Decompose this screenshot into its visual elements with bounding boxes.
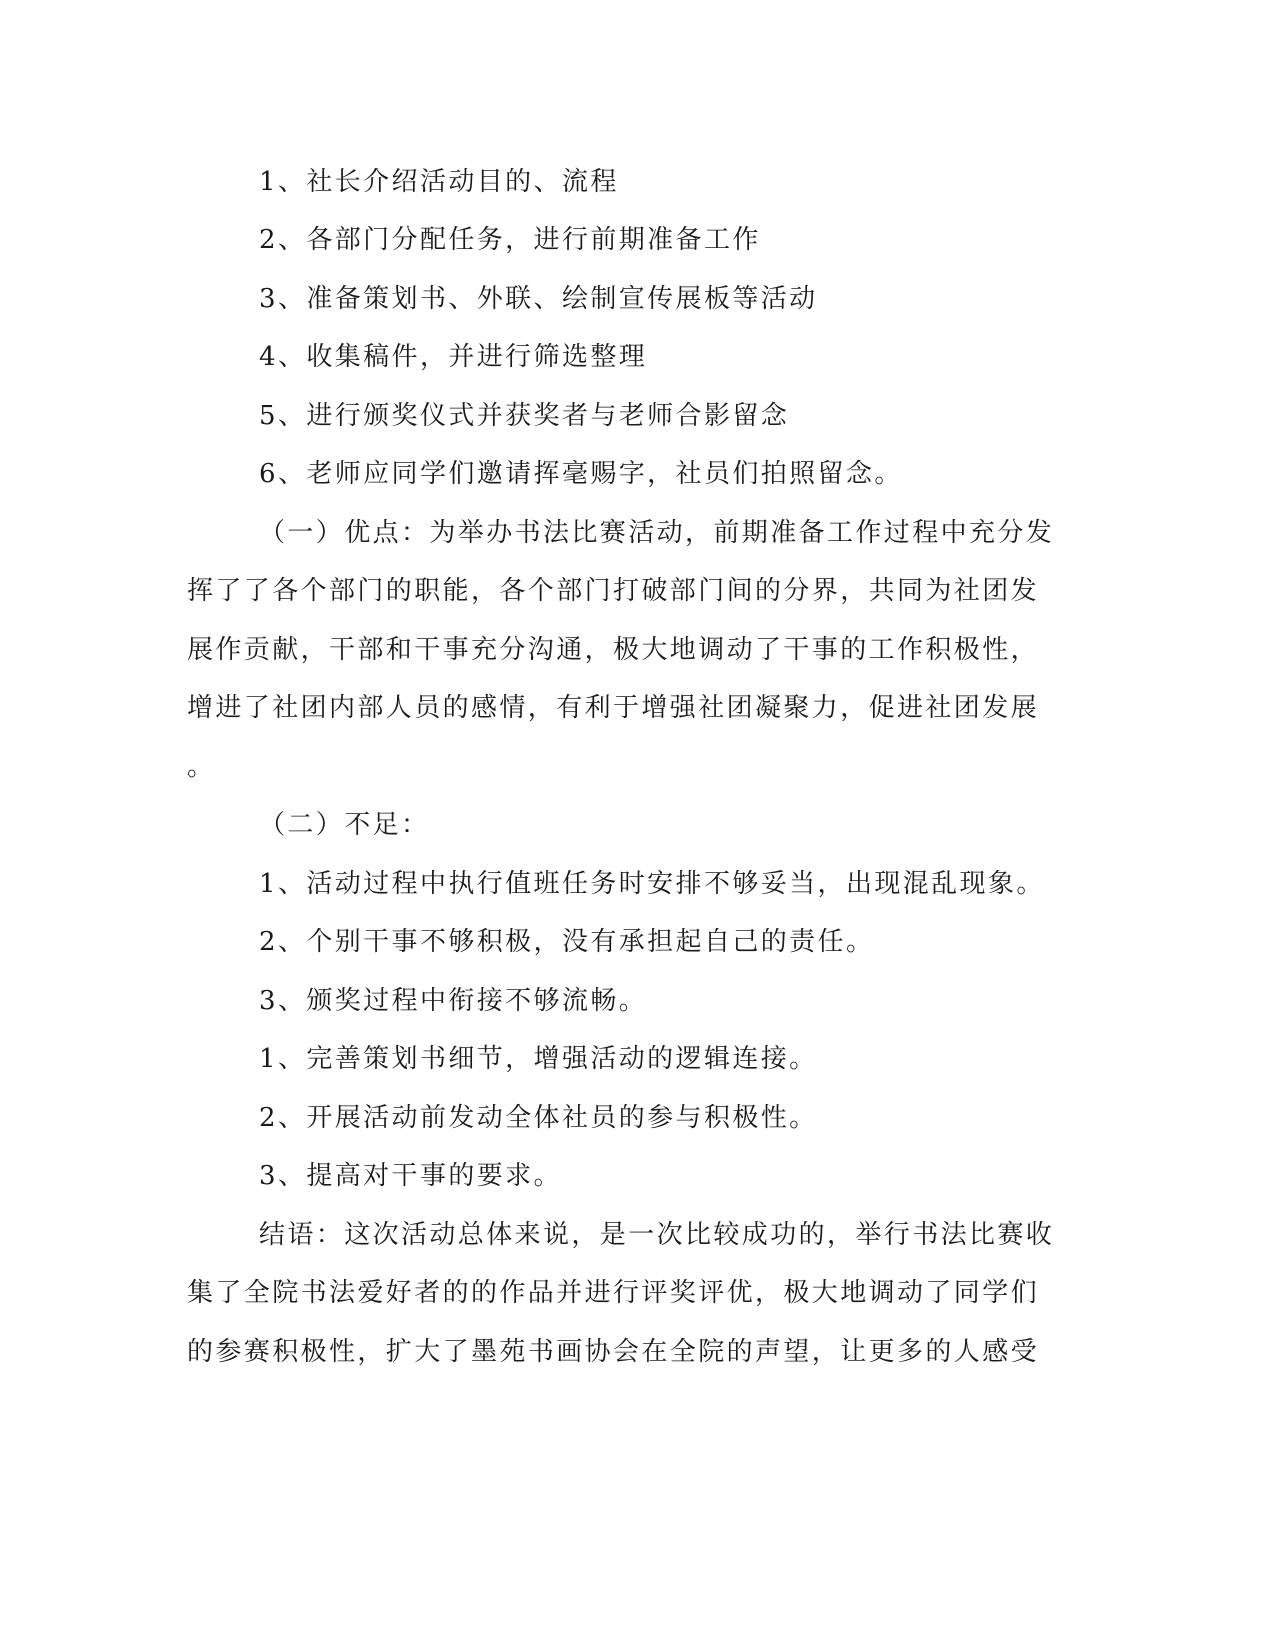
step-3-prepare: 3、准备策划书、外联、绘制宣传展板等活动 bbox=[259, 284, 818, 314]
strengths-paragraph-line-5: 。 bbox=[187, 752, 216, 782]
step-2-assign-tasks: 2、各部门分配任务，进行前期准备工作 bbox=[259, 225, 761, 255]
strengths-paragraph-line-4: 增进了社团内部人员的感情，有利于增强社团凝聚力，促进社团发展 bbox=[187, 693, 1040, 723]
strengths-paragraph-line-3: 展作贡献，干部和干事充分沟通，极大地调动了干事的工作积极性， bbox=[187, 635, 1040, 665]
weakness-3: 3、颁奖过程中衔接不够流畅。 bbox=[259, 986, 648, 1016]
strengths-paragraph-line-2: 挥了了各个部门的职能，各个部门打破部门间的分界，共同为社团发 bbox=[187, 576, 1040, 606]
step-4-collect: 4、收集稿件，并进行筛选整理 bbox=[259, 342, 648, 372]
conclusion-line-2: 集了全院书法爱好者的的作品并进行评奖评优，极大地调动了同学们 bbox=[187, 1278, 1040, 1308]
weaknesses-heading: （二）不足： bbox=[259, 810, 430, 840]
conclusion-line-3: 的参赛积极性，扩大了墨苑书画协会在全院的声望，让更多的人感受 bbox=[187, 1337, 1040, 1367]
step-6-calligraphy: 6、老师应同学们邀请挥毫赐字，社员们拍照留念。 bbox=[259, 459, 903, 489]
step-5-award: 5、进行颁奖仪式并获奖者与老师合影留念 bbox=[259, 401, 790, 431]
step-1-intro: 1、社长介绍活动目的、流程 bbox=[259, 167, 619, 197]
improvement-3: 3、提高对干事的要求。 bbox=[259, 1161, 562, 1191]
weakness-1: 1、活动过程中执行值班任务时安排不够妥当，出现混乱现象。 bbox=[259, 869, 1045, 899]
improvement-2: 2、开展活动前发动全体社员的参与积极性。 bbox=[259, 1103, 818, 1133]
improvement-1: 1、完善策划书细节，增强活动的逻辑连接。 bbox=[259, 1044, 818, 1074]
conclusion-line-1: 结语：这次活动总体来说，是一次比较成功的，举行书法比赛收 bbox=[259, 1220, 1055, 1250]
weakness-2: 2、个别干事不够积极，没有承担起自己的责任。 bbox=[259, 927, 875, 957]
strengths-paragraph-line-1: （一）优点：为举办书法比赛活动，前期准备工作过程中充分发 bbox=[259, 518, 1055, 548]
